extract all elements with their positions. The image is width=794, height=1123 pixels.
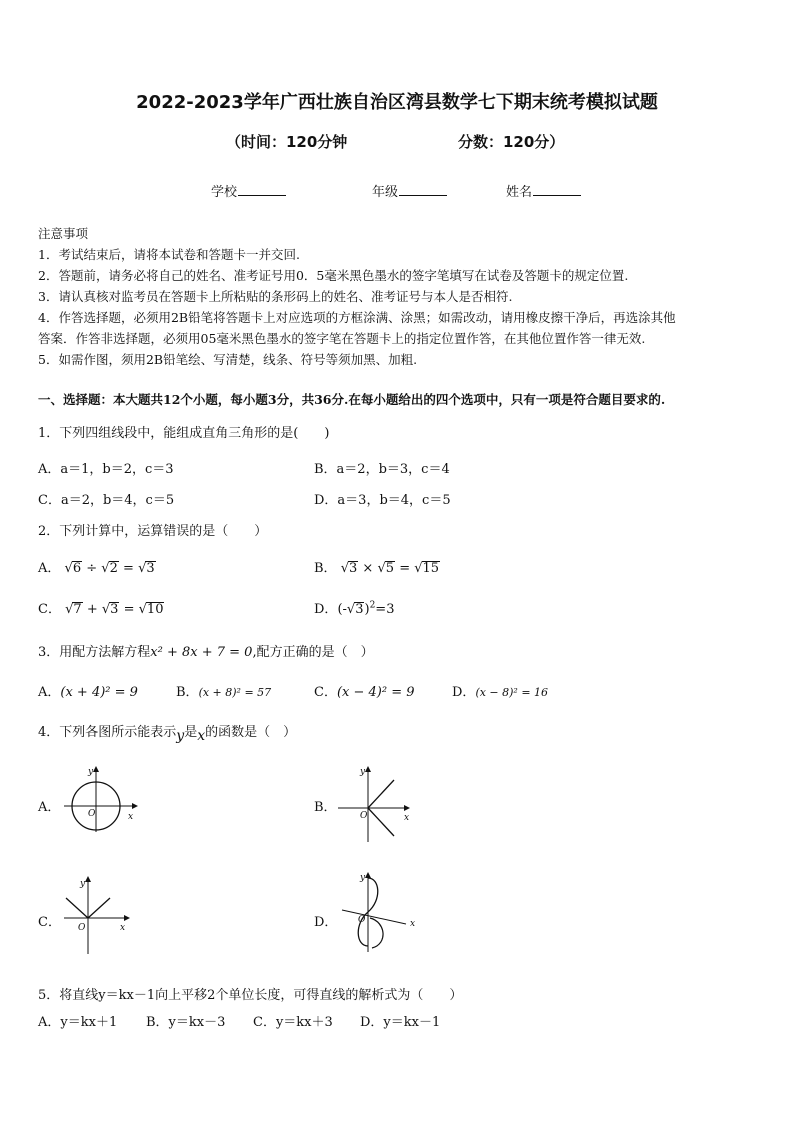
exam-time: （时间：120分钟 xyxy=(226,133,348,151)
q5-option-a: A．y＝kx＋1 xyxy=(38,1015,118,1030)
radicand: 10 xyxy=(146,602,164,617)
grade-label: 年级 xyxy=(372,185,399,200)
q3-option-a xyxy=(38,681,138,700)
radicand: 6 xyxy=(72,561,82,576)
q4-stem-post: 的函数是（ ） xyxy=(205,725,297,740)
q4-stem-pre: 4．下列各图所示能表示 xyxy=(38,725,177,740)
q4-b-label: B． xyxy=(314,800,337,815)
note-item: 5．如需作图，须用2B铅笔绘、写清楚，线条、符号等须加黑、加粗. xyxy=(38,352,418,367)
notes-heading: 注意事项 xyxy=(38,226,89,241)
ray-down xyxy=(368,808,394,836)
operator: × xyxy=(362,561,374,576)
q4-graph-a xyxy=(60,764,140,834)
radicand: 5 xyxy=(385,561,395,576)
q2-option-d: D．$(-√3)^2=3$ xyxy=(314,600,395,617)
radicand: 3 xyxy=(349,561,358,576)
equals: = xyxy=(399,561,411,576)
exponent: 2 xyxy=(369,600,376,611)
axis-label-y: y xyxy=(88,767,94,777)
q5-option-d: D．y＝kx－1 xyxy=(360,1015,441,1030)
axis-label-x: x xyxy=(128,812,134,822)
q3-option-b xyxy=(176,681,271,700)
radicand: 2 xyxy=(109,561,118,576)
q3-c-expr: (x − 4)² = 9 xyxy=(336,685,415,700)
result: =3 xyxy=(375,602,395,617)
q3-equation: x² + 8x + 7 = 0 xyxy=(150,645,253,660)
q3-d-expr: (x − 8)² = 16 xyxy=(475,686,549,699)
q1-stem: 1．下列四组线段中，能组成直角三角形的是( ) xyxy=(38,426,330,441)
operator: + xyxy=(86,602,98,617)
q2-b-label: B． xyxy=(314,561,337,576)
y-axis-arrow xyxy=(365,766,371,772)
origin-label: O xyxy=(360,811,368,821)
grade-field xyxy=(372,181,447,200)
paren-close: ) xyxy=(364,602,370,617)
axis-label-y: y xyxy=(360,873,366,883)
name-field xyxy=(506,181,581,200)
note-item: 2．答题前，请务必将自己的姓名、准考证号用0．5毫米黑色墨水的签字笔填写在试卷及答题卡的规定位置. xyxy=(38,268,629,283)
q1-option-d: D．a＝3，b＝4，c＝5 xyxy=(314,493,451,508)
q2-option-c: C． √7 + √3 = √10 xyxy=(38,602,164,617)
origin-label: O xyxy=(358,915,366,925)
radicand: 3 xyxy=(146,561,155,576)
name-label: 姓名 xyxy=(506,185,533,200)
q4-graph-b xyxy=(334,764,414,844)
q3-d-label: D． xyxy=(452,685,476,700)
q3-b-label: B． xyxy=(176,685,199,700)
note-item: 1．考试结束后，请将本试卷和答题卡一并交回. xyxy=(38,247,300,262)
q3-a-expr: (x + 4)² = 9 xyxy=(60,685,138,700)
q2-c-label: C． xyxy=(38,602,61,617)
radicand: 3 xyxy=(355,602,364,617)
q2-stem: 2．下列计算中，运算错误的是（ ） xyxy=(38,524,268,539)
q5-stem: 5．将直线y＝kx－1向上平移2个单位长度，可得直线的解析式为（ ） xyxy=(38,988,463,1003)
q3-stem-post: ,配方正确的是（ ） xyxy=(252,645,374,660)
q4-stem xyxy=(38,721,297,744)
q3-b-expr: (x + 8)² = 57 xyxy=(198,686,272,699)
axis-label-x: x xyxy=(120,923,126,933)
q5-option-b: B．y＝kx－3 xyxy=(146,1015,226,1030)
q3-stem xyxy=(38,641,374,660)
q1-option-c: C．a＝2，b＝4，c＝5 xyxy=(38,493,175,508)
q4-graph-c xyxy=(60,876,140,956)
q2-option-a: A． √6 ÷ √2 = √3 xyxy=(38,561,155,576)
x-axis-arrow xyxy=(124,915,130,921)
page-title: 2022-2023学年广西壮族自治区湾县数学七下期末统考模拟试题 xyxy=(136,92,658,113)
school-blank xyxy=(238,183,286,196)
q2-option-b: B． √3 × √5 = √15 xyxy=(314,561,440,576)
school-field xyxy=(211,181,286,200)
equals: = xyxy=(123,561,134,576)
q4-var-x: x xyxy=(197,728,206,744)
q3-c-label: C． xyxy=(314,685,337,700)
q3-stem-pre: 3．用配方法解方程 xyxy=(38,645,151,660)
axis-label-y: y xyxy=(80,879,86,889)
school-label: 学校 xyxy=(211,185,238,200)
ray-left xyxy=(66,898,88,918)
operator: ÷ xyxy=(86,561,98,576)
note-item: 3．请认真核对监考员在答题卡上所粘贴的条形码上的姓名、准考证号与本人是否相符. xyxy=(38,289,513,304)
q2-d-label: D． xyxy=(314,602,338,617)
note-item: 答案．作答非选择题，必须用05毫米黑色墨水的签字笔在答题卡上的指定位置作答，在其他位置作答一律无效. xyxy=(38,331,646,346)
axis-label-x: x xyxy=(404,813,410,823)
q1-option-a: A．a＝1，b＝2，c＝3 xyxy=(38,462,174,477)
exam-score: 分数：120分） xyxy=(458,133,565,151)
origin-label: O xyxy=(88,809,96,819)
q4-var-y: y xyxy=(176,728,185,744)
radicand: 7 xyxy=(73,602,82,617)
y-axis-arrow xyxy=(85,876,91,882)
q2-a-label: A． xyxy=(38,561,61,576)
q4-stem-mid: 是 xyxy=(184,725,198,740)
ray-up xyxy=(368,780,394,808)
y-axis-arrow xyxy=(365,872,371,878)
q4-a-label: A． xyxy=(38,800,61,815)
grade-blank xyxy=(399,183,447,196)
q3-option-d xyxy=(452,681,548,700)
equals: = xyxy=(123,602,135,617)
q5-option-c: C．y＝kx＋3 xyxy=(253,1015,333,1030)
q4-c-label: C． xyxy=(38,915,61,930)
axis-label-x: x xyxy=(410,919,416,929)
section-heading: 一、选择题：本大题共12个小题，每小题3分，共36分.在每小题给出的四个选项中，只有一项是符合题目要求的. xyxy=(38,392,666,407)
lower-arc xyxy=(370,918,383,948)
q4-d-label: D． xyxy=(314,915,338,930)
q4-graph-d xyxy=(334,870,420,954)
paren-open: (- xyxy=(337,602,347,617)
x-axis-arrow xyxy=(404,805,410,811)
q3-a-label: A． xyxy=(38,685,61,700)
x-axis-arrow xyxy=(132,803,138,809)
q3-option-c xyxy=(314,681,415,700)
y-axis-arrow xyxy=(93,766,99,772)
name-blank xyxy=(533,183,581,196)
ray-right xyxy=(88,898,110,918)
origin-label: O xyxy=(78,923,86,933)
q1-option-b: B．a＝2，b＝3，c＝4 xyxy=(314,462,450,477)
x-axis xyxy=(342,910,406,924)
radicand: 3 xyxy=(110,602,119,617)
note-item: 4．作答选择题，必须用2B铅笔将答题卡上对应选项的方框涂满、涂黑；如需改动，请用橡皮擦干净后，再选涂其他 xyxy=(38,310,676,325)
axis-label-y: y xyxy=(360,767,366,777)
radicand: 15 xyxy=(422,561,440,576)
